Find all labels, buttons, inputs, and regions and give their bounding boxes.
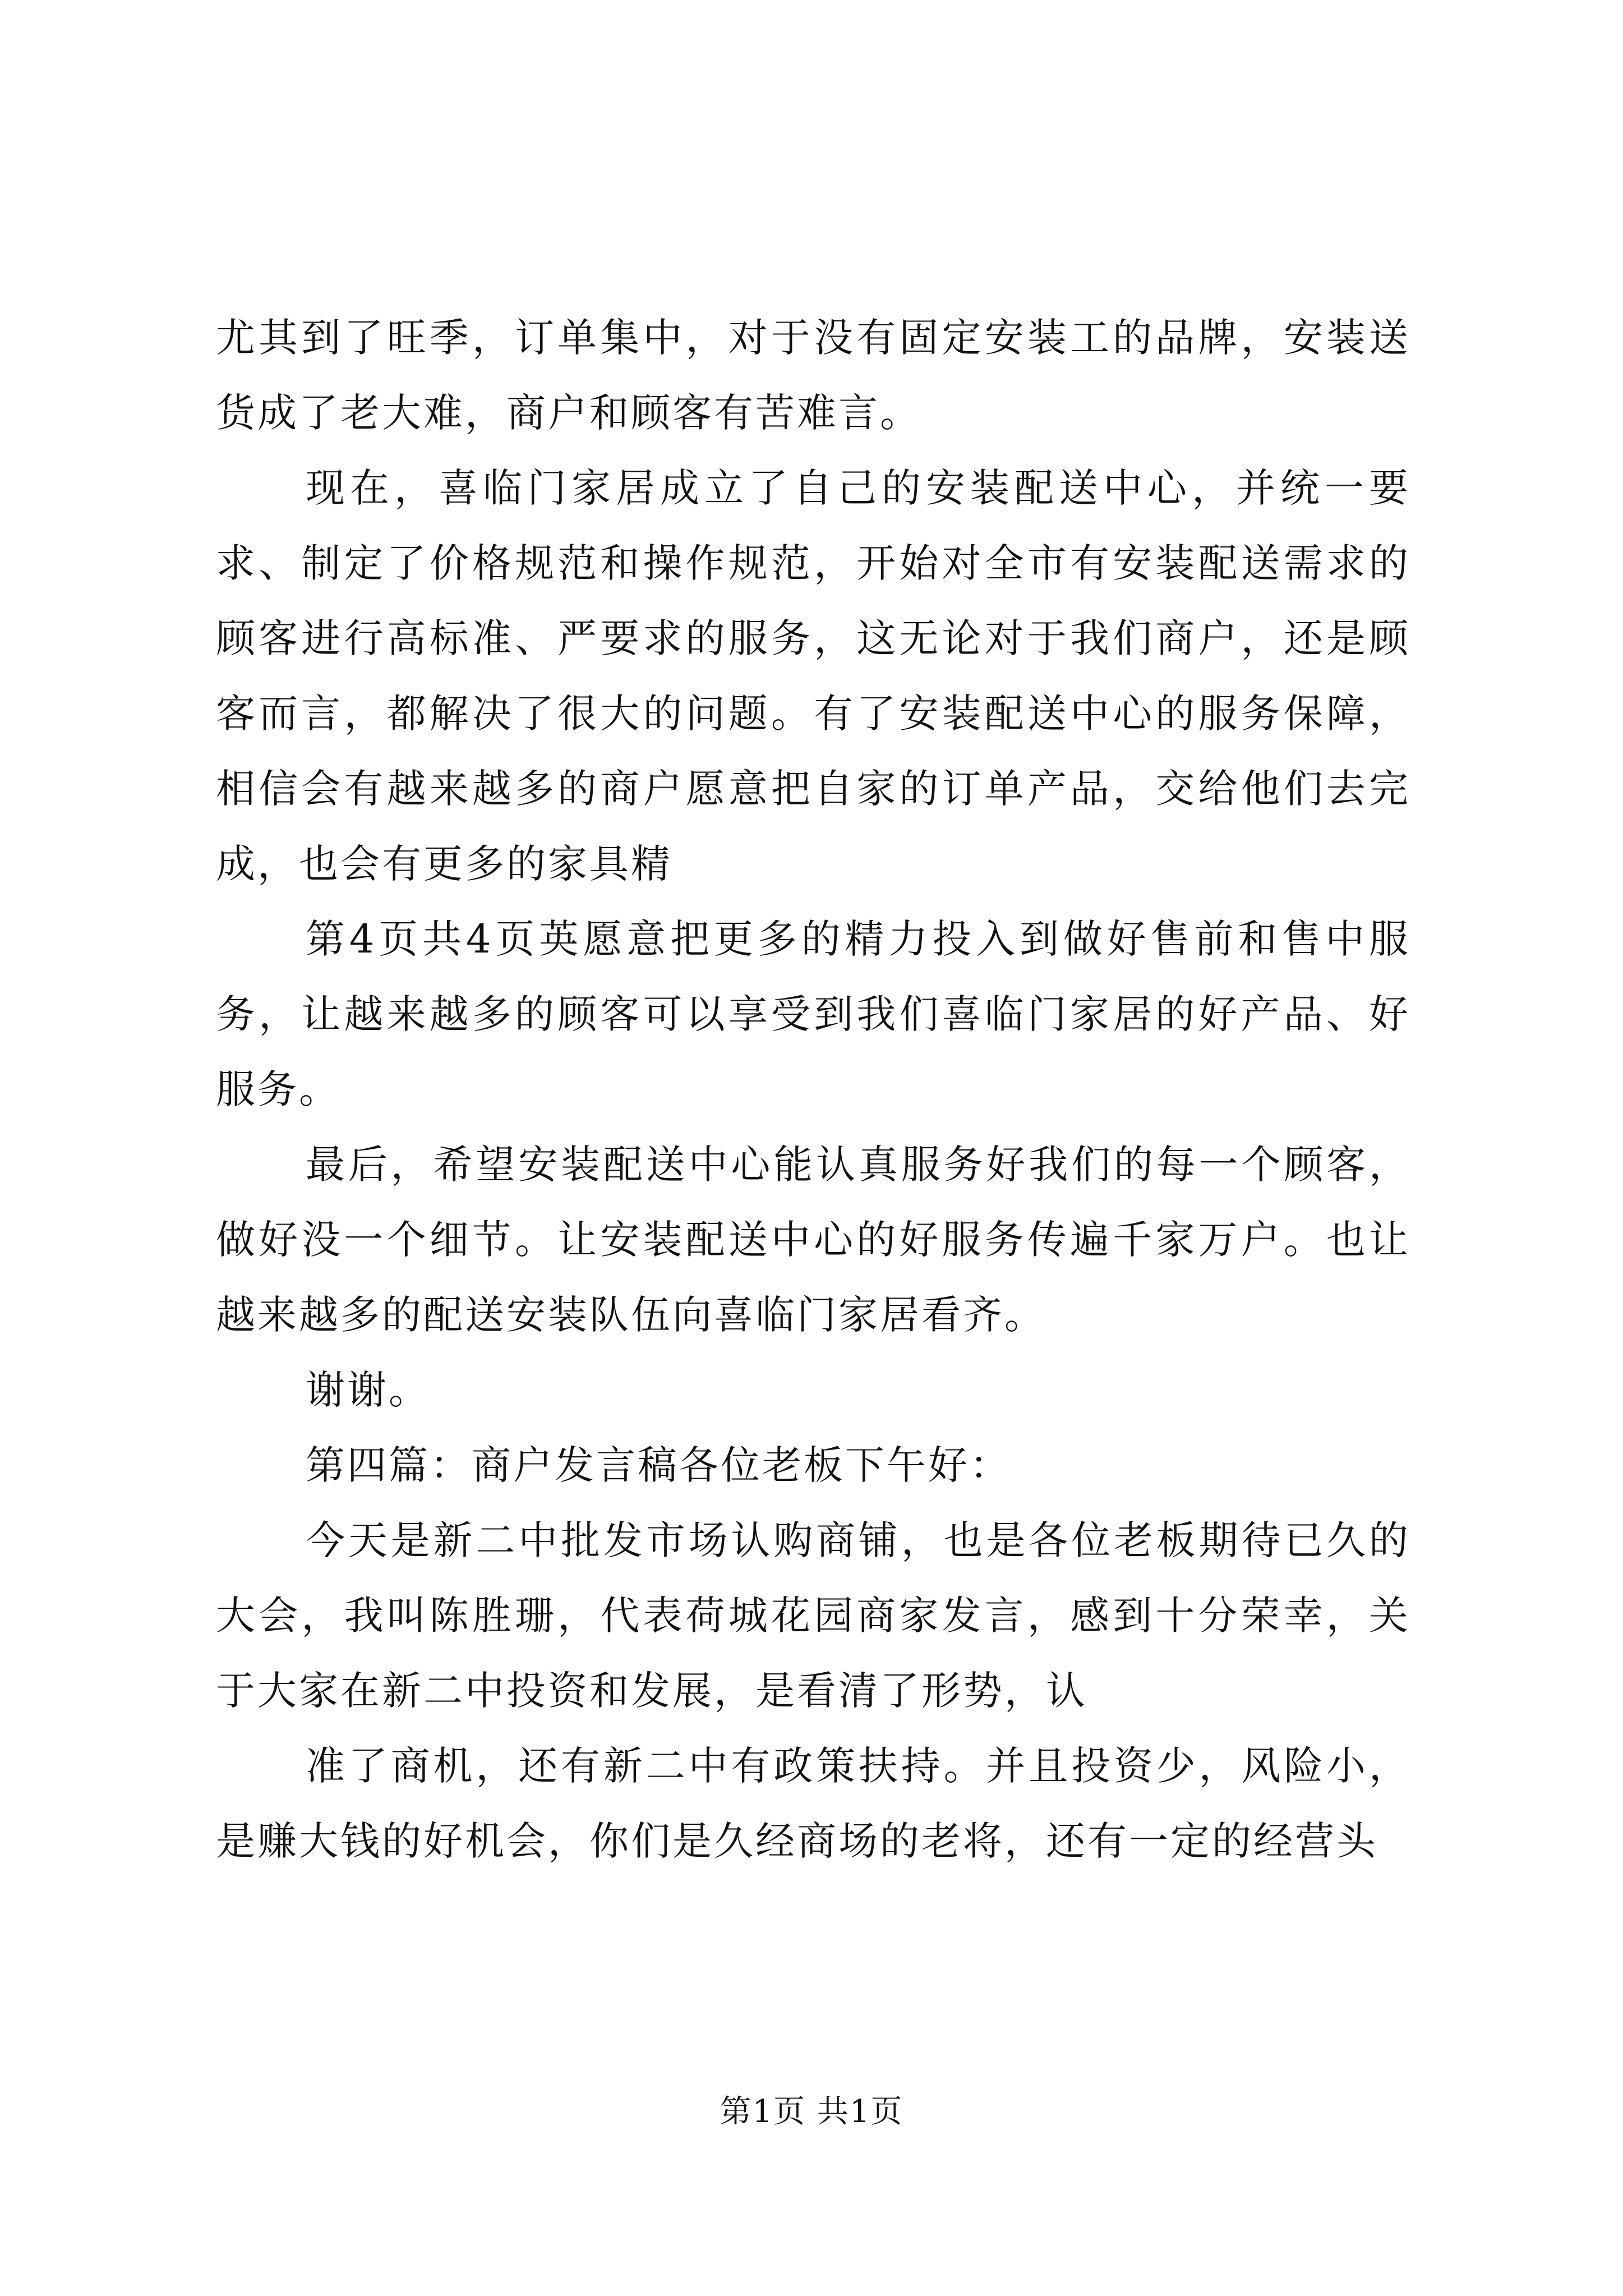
- paragraph-8: 准了商机，还有新二中有政策扶持。并且投资少，风险小，是赚大钱的好机会，你们是久经商场的老将，还有一定的经营头: [216, 1743, 1410, 1864]
- paragraph-4: 最后，希望安装配送中心能认真服务好我们的每一个顾客，做好没一个细节。让安装配送中心的好服务传遍千家万户。也让越来越多的配送安装队伍向喜临门家居看齐。: [216, 1142, 1410, 1338]
- document-body: [216, 300, 1410, 1879]
- paragraph-5: 谢谢。: [306, 1367, 430, 1413]
- paragraph-3: 第4页共4页英愿意把更多的精力投入到做好售前和售中服务，让越来越多的顾客可以享受到我们喜临门家居的好产品、好服务。: [216, 916, 1410, 1112]
- paragraph-7: 今天是新二中批发市场认购商铺，也是各位老板期待已久的大会，我叫陈胜珊，代表荷城花园商家发言，感到十分荣幸，关于大家在新二中投资和发展，是看清了形势，认: [216, 1517, 1410, 1714]
- section-heading-paragraph: 第四篇：商户发言稿各位老板下午好：: [306, 1442, 1011, 1488]
- paragraph-1: 尤其到了旺季，订单集中，对于没有固定安装工的品牌，安装送货成了老大难，商户和顾客有苦难言。: [216, 315, 1410, 436]
- paragraph-2: 现在，喜临门家居成立了自己的安装配送中心，并统一要求、制定了价格规范和操作规范，开始对全市有安装配送需求的顾客进行高标准、严要求的服务，这无论对于我们商户，还是顾客而言，都解决了很大的问题。有了安装配送中心的服务保障，相信会有越来越多的商户愿意把自家的订单产品，交给他们去完成，也会有更多的家具精: [216, 465, 1410, 887]
- page-footer: 第1页 共1页: [720, 2093, 903, 2130]
